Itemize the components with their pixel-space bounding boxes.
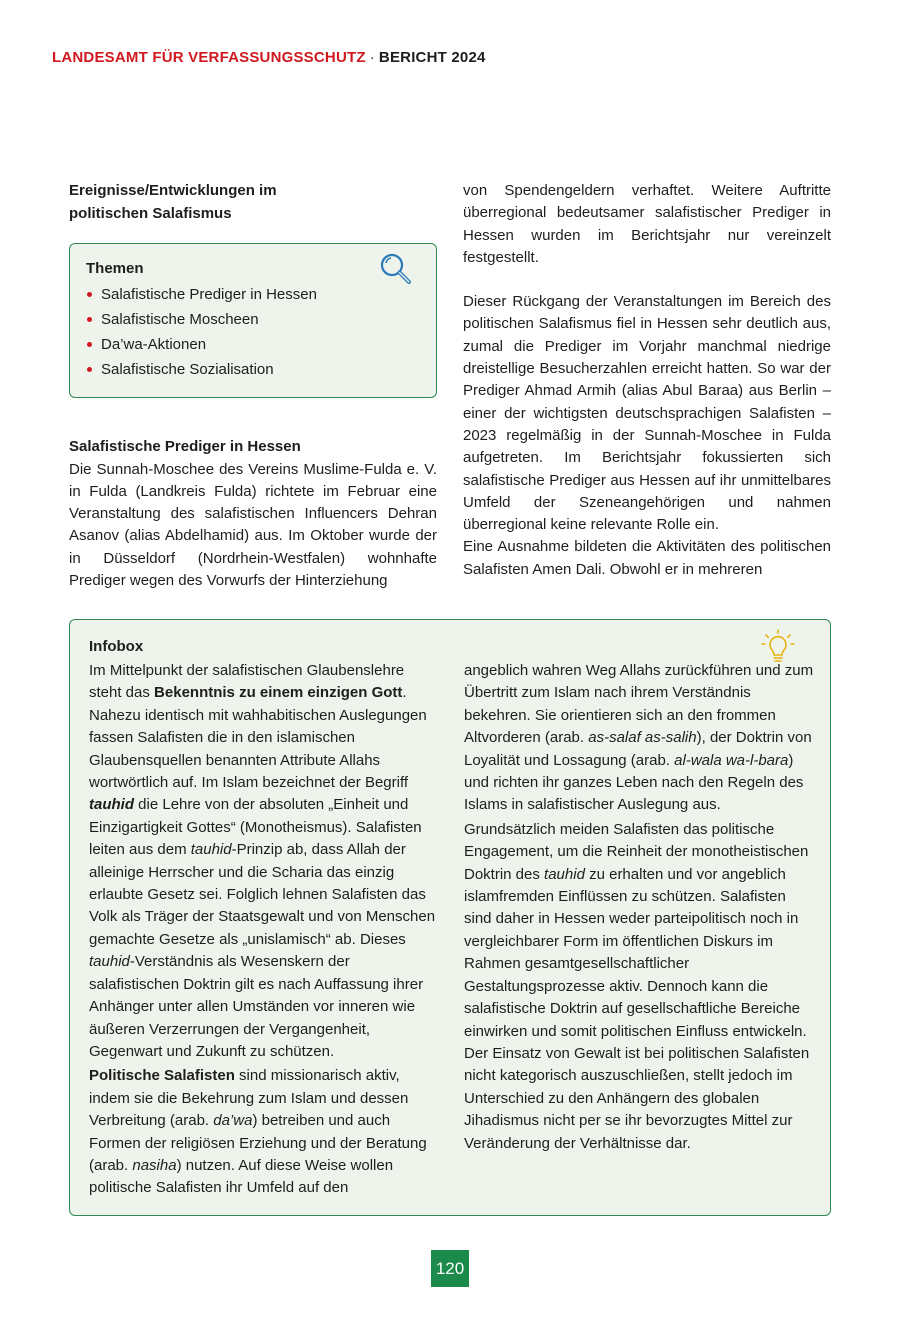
bullet-icon: [87, 342, 92, 347]
infobox-left-column: [89, 660, 439, 1202]
section-title-line1: Ereignisse/Entwicklungen im: [69, 182, 277, 199]
list-item: [86, 307, 420, 332]
prediger-paragraph: Die Sunnah-Moschee des Vereins Muslime-Fulda e. V. in Fulda (Landkreis Fulda) richtete im Februar eine Veranstaltung des salafistischen Influencers Dehran Asanov (alias Abdelhamid) aus. Im Oktober wurde der in Düsseldorf (Nordrhein-Westfalen) wohnhafte Prediger wegen des Vorwurfs der Hinterziehung: [69, 460, 437, 589]
right-paragraph-1: von Spendengeldern verhaftet. Weitere Auftritte überregional bedeutsamer salafistischer Prediger in Hessen wurden im Berichtsjahr nur vereinzelt festgestellt.: [463, 182, 831, 266]
page-number: 120: [431, 1250, 469, 1287]
magnifier-icon: [378, 252, 414, 286]
list-item: [86, 357, 420, 382]
left-column: [69, 180, 437, 592]
infobox-paragraph-3: angeblich wahren Weg Allahs zurückführen und zum Übertritt zum Islam nach ihrem Verständnis bekehren. Sie orientieren sich an den frommen Altvorderen (arab. as-salaf as-salih), der Doktrin von Loyalität und Lossagung (arab. al-wala wa-l-bara) und richten ihr ganzes Leben nach den Regeln des Islams in salafistischer Auslegung aus.: [464, 662, 814, 814]
list-item-text: Salafistische Prediger in Hessen: [101, 286, 317, 303]
right-column: [463, 180, 831, 581]
infobox-right-column: [464, 660, 814, 1157]
right-paragraph-2: Dieser Rückgang der Veranstaltungen im Bereich des politischen Salafismus fiel in Hessen sehr deutlich aus, zumal die Prediger im Vorjahr manchmal niedrige dreistellige Besucherzahlen erreicht hatten. So war der Prediger Ahmad Armih (alias Abul Baraa) aus Berlin – einer der wichtigsten deutschsprachigen Salafisten – 2023 regelmäßig in der Sunnah-Moschee in Fulda aufgetreten. Im Berichtsjahr fokussierten sich salafistische Prediger aus Hessen auf ihr unmittelbares Umfeld der Szeneangehörigen und nahmen überregional keine relevante Rolle ein.: [463, 293, 831, 534]
bullet-icon: [87, 367, 92, 372]
list-item-text: Salafistische Moscheen: [101, 311, 259, 328]
infobox-paragraph-2: Politische Salafisten sind missionarisch aktiv, indem sie die Bekehrung zum Islam und dessen Verbreitung (arab. da’wa) betreiben und auch Formen der religiösen Erziehung und der Beratung (arab. nasiha) nutzen. Auf diese Weise wollen politische Salafisten ihr Umfeld auf den: [89, 1067, 427, 1197]
infobox: [69, 619, 831, 1216]
bullet-icon: [87, 292, 92, 297]
section-title-line2: politischen Salafismus: [69, 204, 232, 222]
section-title: [69, 180, 437, 225]
bullet-icon: [87, 317, 92, 322]
list-item-text: Da’wa-Aktionen: [101, 336, 207, 353]
header-org: LANDESAMT FÜR VERFASSUNGSSCHUTZ: [52, 49, 366, 66]
themen-title: Themen: [86, 260, 144, 277]
prediger-heading: Salafistische Prediger in Hessen: [69, 438, 301, 455]
list-item: [86, 282, 420, 307]
list-item-text: Salafistische Sozialisation: [101, 361, 274, 378]
right-paragraph-3: Eine Ausnahme bildeten die Aktivitäten des politischen Salafisten Amen Dali. Obwohl er in mehreren: [463, 538, 831, 578]
header-separator: ·: [369, 49, 375, 66]
list-item: [86, 332, 420, 357]
header-report: BERICHT 2024: [378, 49, 486, 66]
running-header: [52, 49, 486, 66]
infobox-paragraph-1: Im Mittelpunkt der salafistischen Glaubenslehre steht das Bekenntnis zu einem einzigen Gott. Nahezu identisch mit wahhabitischen Auslegungen fassen Salafisten die in den islamischen Glaubensquellen benannten Attribute Allahs wortwörtlich auf. Im Islam bezeichnet der Begriff tauhid die Lehre von der absoluten „Einheit und Einzigartigkeit Gottes“ (Monotheismus). Salafisten leiten aus dem tauhid-Prinzip ab, dass Allah der alleinige Herrscher und die Scharia das einzig erlaubte Gesetz sei. Folglich lehnen Salafisten das Volk als Träger der Staatsgewalt und von Menschen gemachte Gesetze als „unislamisch“ ab. Dieses tauhid-Verständnis als Wesenskern der salafistischen Doktrin gilt es nach Auffassung ihrer Anhänger unter allen Umständen vor inneren wie äußeren Verzerrungen der Vergangenheit, Gegenwart und Zukunft zu schützen.: [89, 662, 436, 1060]
infobox-title: Infobox: [89, 638, 144, 655]
infobox-paragraph-4: Grundsätzlich meiden Salafisten das politische Engagement, um die Reinheit der monotheistischen Doktrin des tauhid zu erhalten und vor angeblich islamfremden Einflüssen zu schützen. Salafisten sind daher in Hessen weder parteipolitisch noch in vergleichbarer Form im öffentlichen Diskurs im Rahmen gesamtgesellschaftlicher Gestaltungsprozesse aktiv. Dennoch kann die salafistische Doktrin auf gesellschaftliche Bereiche einwirken und somit politischen Einfluss entwickeln. Der Einsatz von Gewalt ist bei politischen Salafisten nicht kategorisch auszuschließen, stellt jedoch im Unterschied zu den Anhängern des globalen Jihadismus nicht per se ihr bevorzugtes Mittel zur Veränderung der Verhältnisse dar.: [464, 820, 810, 1152]
themen-list: [86, 282, 420, 382]
themen-box: [69, 243, 437, 398]
